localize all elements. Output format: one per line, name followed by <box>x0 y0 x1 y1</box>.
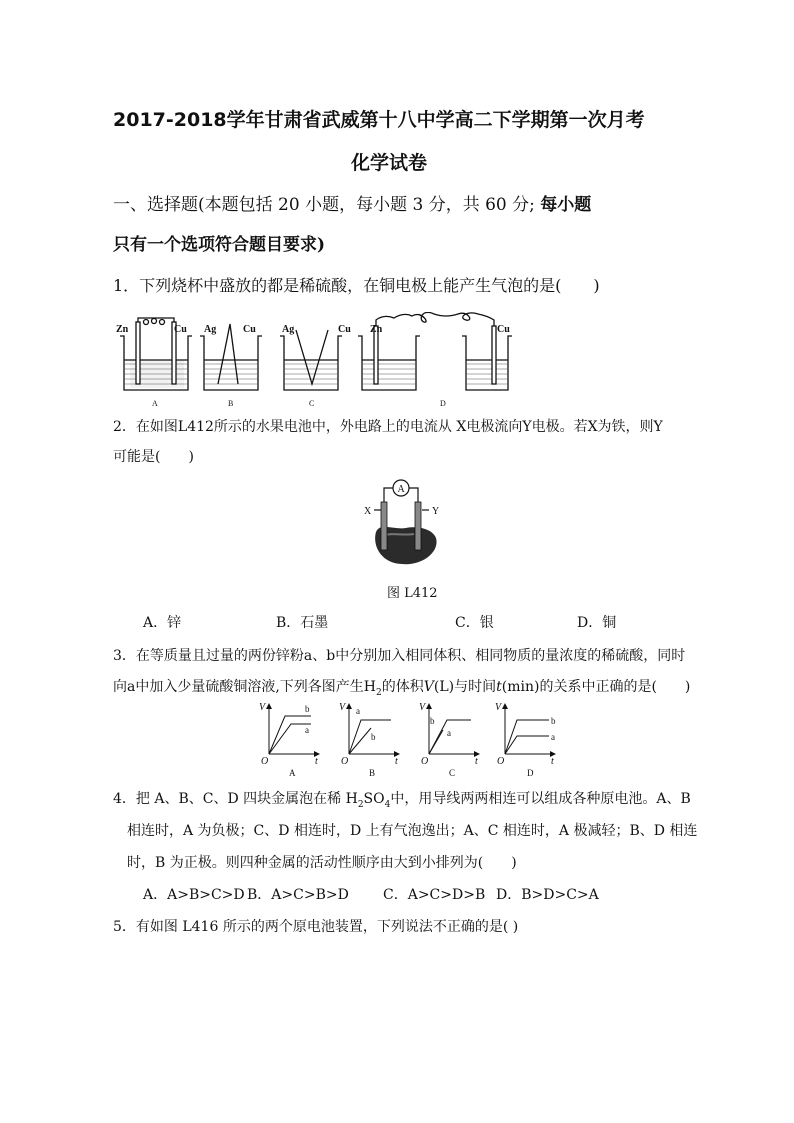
question-4-line1 <box>113 788 691 810</box>
fig1-label-ag-b: Ag <box>204 324 217 335</box>
question-4-option-c: C．A>C>D>B <box>383 887 486 903</box>
question-4-option-d: D．B>D>C>A <box>496 887 599 903</box>
fig1-label-cu-b: Cu <box>243 324 256 335</box>
question-2-option-b: B．石墨 <box>276 615 329 631</box>
q3-graph-b-v: V <box>339 702 346 713</box>
section-heading-text: 一、选择题(本题包括 20 小题，每小题 3 分，共 60 分; <box>113 195 535 215</box>
q3-graph-c-t: t <box>475 756 478 767</box>
question-4-option-b: B．A>C>B>D <box>247 887 349 903</box>
question-5-stem: 5．有如图 L416 所示的两个原电池装置，下列说法不正确的是( ) <box>113 919 519 935</box>
q3-graph-d-t: t <box>551 756 554 767</box>
q3-graph-c-b: b <box>430 716 435 726</box>
section-heading-line2: 只有一个选项符合题目要求) <box>113 235 326 255</box>
q3-graph-a-t: t <box>315 756 318 767</box>
section-heading-bold: 每小题 <box>540 195 592 215</box>
q3-graph-b-name: B <box>369 768 376 778</box>
fig1-caption-c: C <box>309 399 315 408</box>
figure-caption-l412: 图 L412 <box>387 586 438 601</box>
fig2-y-label: Y <box>432 506 440 517</box>
page-subtitle: 化学试卷 <box>351 152 428 174</box>
question-2-stem-line1: 2．在如图L412所示的水果电池中，外电路上的电流从 X电极流向Y电极。若X为铁，则Y <box>113 419 663 435</box>
q3-graph-b-t: t <box>395 756 398 767</box>
q3-graph-d-o: O <box>497 756 505 767</box>
q4-sub-2: 2 <box>357 799 364 810</box>
fig1-label-cu-a: Cu <box>174 324 187 335</box>
q3-line2-part-a: 向a中加入少量硫酸铜溶液,下列各图产生H <box>113 679 377 695</box>
q3-graph-c-o: O <box>421 756 429 767</box>
fig2-ammeter-label: A <box>397 484 405 495</box>
q3-line2-part-c: (L)与时间 <box>433 679 497 695</box>
question-2-option-d: D．铜 <box>577 615 617 631</box>
q3-graph-b-b: b <box>371 732 376 742</box>
q3-graph-d-v: V <box>495 702 502 713</box>
question-4-line3: 时，B 为正极。则四种金属的活动性顺序由大到小排列为( ) <box>127 855 517 871</box>
fig1-label-zn-d: Zn <box>370 324 383 335</box>
q3-graph-c-name: C <box>449 768 456 778</box>
question-1-stem: 1．下列烧杯中盛放的都是稀硫酸，在铜电极上能产生气泡的是( ) <box>113 276 600 295</box>
fig1-caption-a: A <box>152 399 158 408</box>
q3-graph-c-a: a <box>447 728 451 738</box>
question-2-option-c: C．银 <box>455 615 494 631</box>
question-4-line2: 相连时，A 为负极；C、D 相连时，D 上有气泡逸出；A、C 相连时，A 极减轻；B、D 相连 <box>127 823 698 839</box>
page-title: 2017-2018学年甘肃省武威第十八中学高二下学期第一次月考 <box>113 109 645 131</box>
question-2-figure <box>360 474 450 572</box>
section-heading <box>113 190 591 215</box>
question-4-option-a: A．A>B>C>D <box>143 887 245 903</box>
q3-graph-b-a: a <box>356 706 360 716</box>
q3-graph-c-v: V <box>419 702 426 713</box>
q3-graph-d-b: b <box>551 716 556 726</box>
q3-line2-t: t <box>496 679 502 695</box>
q4-line1-a: 4．把 A、B、C、D 四块金属泡在稀 H <box>113 791 358 807</box>
q3-line2-v: V <box>423 679 434 695</box>
q4-line1-c: 中，用导线两两相连可以组成各种原电池。A、B <box>390 791 691 807</box>
fig1-label-cu-d: Cu <box>497 324 510 335</box>
q3-graph-b-o: O <box>341 756 349 767</box>
question-3-stem-line2 <box>113 676 690 698</box>
q3-line2-part-b: 的体积 <box>381 679 424 695</box>
fig1-label-ag-c: Ag <box>282 324 295 335</box>
question-3-stem-line1: 3．在等质量且过量的两份锌粉a、b中分别加入相同体积、相同物质的量浓度的稀硫酸，同时 <box>113 648 686 664</box>
question-3-graphs <box>255 700 565 780</box>
fig1-caption-d: D <box>440 399 446 408</box>
q3-graph-a-a: a <box>305 725 309 735</box>
question-2-option-a: A．锌 <box>143 615 182 631</box>
q3-line2-part-d: (min)的关系中正确的是( ) <box>501 679 691 695</box>
q3-graph-d-name: D <box>527 768 534 778</box>
q3-graph-a-v: V <box>259 702 266 713</box>
q3-graph-a-o: O <box>261 756 269 767</box>
fig2-x-label: X <box>364 506 372 517</box>
fig1-caption-b: B <box>228 399 234 408</box>
q3-graph-a-name: A <box>289 768 296 778</box>
fig1-label-cu-c: Cu <box>338 324 351 335</box>
q3-line2-sub: 2 <box>376 687 382 698</box>
q3-graph-a-b: b <box>305 704 310 714</box>
q3-graph-d-a: a <box>551 732 555 742</box>
q4-line1-b: SO <box>363 791 385 807</box>
q4-sub-4: 4 <box>384 799 391 810</box>
fig1-label-zn-a: Zn <box>116 324 129 335</box>
question-2-stem-line2: 可能是( ) <box>113 449 194 465</box>
question-1-figure <box>112 312 512 410</box>
